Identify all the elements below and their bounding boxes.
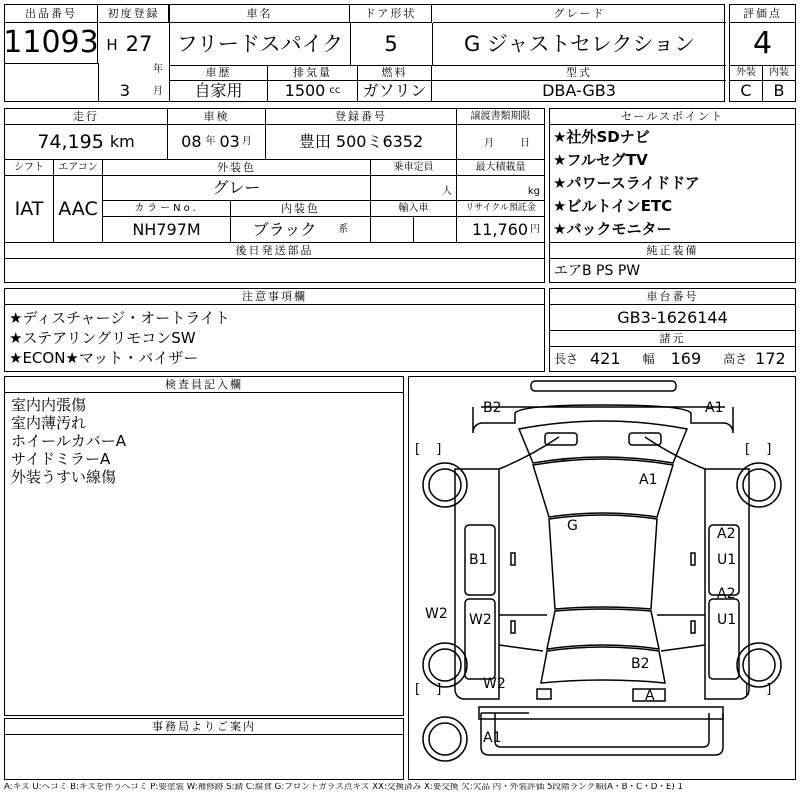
interior-label: 内装 bbox=[763, 65, 795, 81]
spec-row bbox=[550, 347, 795, 371]
info-section bbox=[4, 108, 545, 283]
model-name-label: 車名 bbox=[170, 5, 350, 23]
inspection-year-unit: 年 bbox=[205, 136, 216, 147]
equipment-label: 純正装備 bbox=[550, 243, 795, 259]
score-section bbox=[729, 4, 796, 102]
transfer-label: 譲渡書類期限 bbox=[457, 109, 544, 125]
displacement-value: 1500 bbox=[284, 81, 326, 100]
recycle-unit: 円 bbox=[530, 223, 540, 235]
int-color-cell bbox=[231, 217, 371, 242]
damage-legend: A:キズ U:ヘコミ B:キズを伴うヘコミ P:要塗装 W:補修跡 S:錆 C:腐食 G:フロントガラス点キズ XX:交換済み X:要交換 欠:欠品 内・外装評価 5段階ランク順(A・B・C・D・E) 1 bbox=[4, 783, 683, 792]
score-value: 4 bbox=[752, 26, 773, 61]
year-unit: 年 bbox=[153, 64, 163, 75]
shift-value: IAT bbox=[5, 176, 54, 242]
ext-color-value: グレー bbox=[103, 176, 371, 201]
interior-grade: B bbox=[773, 81, 785, 100]
inspector-section bbox=[4, 376, 404, 716]
damage-mark: W2 bbox=[425, 606, 448, 622]
damage-mark: B2 bbox=[631, 656, 650, 672]
capacity-label: 乗車定員 bbox=[371, 160, 457, 176]
month-unit: 月 bbox=[153, 86, 163, 97]
inspection-year: 08 bbox=[181, 132, 202, 151]
inspector-label: 検査員記入欄 bbox=[5, 377, 403, 393]
sales-point-item: ★社外SDナビ bbox=[553, 128, 650, 146]
history-value: 自家用 bbox=[170, 81, 268, 101]
bracket-mark: [ ] bbox=[415, 442, 448, 457]
car-outline-diagram bbox=[409, 377, 795, 779]
spec-label: 諸元 bbox=[550, 331, 795, 347]
exterior-label: 外装 bbox=[730, 65, 763, 81]
aircon-label: エアコン bbox=[54, 160, 103, 176]
damage-diagram bbox=[408, 376, 796, 780]
later-parts-value bbox=[5, 259, 544, 282]
length-value: 421 bbox=[590, 349, 621, 368]
ext-color-label: 外装色 bbox=[103, 160, 371, 176]
damage-mark: W2 bbox=[469, 612, 492, 628]
int-color-suffix: 系 bbox=[338, 223, 349, 235]
grade-value: G ジャストセレクション bbox=[463, 31, 696, 56]
inspection-month-unit: 月 bbox=[241, 136, 252, 147]
inspector-item: 室内内張傷 bbox=[11, 396, 87, 414]
inspector-item: 室内薄汚れ bbox=[11, 414, 87, 432]
plate-value: 豊田 500ミ6352 bbox=[266, 125, 457, 159]
lot-number-label: 出品番号 bbox=[5, 5, 98, 23]
int-color-label: 内装色 bbox=[231, 201, 371, 217]
import-label: 輸入車 bbox=[371, 201, 457, 217]
grade-label: グレード bbox=[433, 5, 726, 23]
inspection-cell bbox=[168, 125, 266, 159]
chassis-label: 車台番号 bbox=[550, 289, 795, 305]
inspector-item: 外装うすい線傷 bbox=[11, 468, 117, 486]
sales-points-section bbox=[549, 108, 796, 283]
score-label: 評価点 bbox=[730, 5, 795, 23]
height-label: 高さ bbox=[723, 352, 748, 366]
length-label: 長さ bbox=[554, 352, 579, 366]
mileage-value: 74,195 bbox=[37, 130, 104, 153]
reg-month: 3 bbox=[119, 81, 131, 100]
shift-label: シフト bbox=[5, 160, 54, 176]
header-section bbox=[4, 4, 725, 102]
equipment-value: エアB PS PW bbox=[554, 262, 641, 279]
bracket-mark: [ ] bbox=[745, 682, 778, 697]
sales-point-item: ★パワースライドドア bbox=[553, 174, 700, 192]
doors-value: 5 bbox=[384, 31, 398, 56]
damage-mark: U1 bbox=[717, 552, 737, 568]
damage-mark: G bbox=[567, 518, 578, 534]
note-item: ★ECON★マット・バイザー bbox=[9, 349, 199, 367]
damage-mark: A2 bbox=[717, 526, 736, 542]
chassis-value: GB3-1626144 bbox=[550, 305, 795, 331]
plate-label: 登録番号 bbox=[266, 109, 457, 125]
sales-point-item: ★フルセグTV bbox=[553, 151, 648, 169]
office-label: 事務局よりご案内 bbox=[5, 719, 403, 735]
displacement-label: 排気量 bbox=[268, 65, 358, 81]
damage-mark: A bbox=[645, 688, 655, 704]
damage-mark: U1 bbox=[717, 612, 737, 628]
damage-mark: B2 bbox=[483, 400, 502, 416]
era-letter: H bbox=[106, 35, 118, 54]
inspector-item: ホイールカバーA bbox=[11, 432, 126, 450]
damage-mark: A1 bbox=[483, 730, 502, 746]
lot-number: 11093 bbox=[5, 23, 98, 63]
recycle-cell bbox=[457, 217, 544, 242]
transfer-day-unit: 日 bbox=[520, 138, 530, 149]
width-label: 幅 bbox=[642, 352, 655, 366]
mileage-unit: km bbox=[109, 132, 135, 151]
transfer-month-unit: 月 bbox=[484, 138, 494, 149]
model-name: フリードスパイク bbox=[176, 31, 344, 56]
recycle-value: 11,760 bbox=[472, 219, 528, 239]
mileage-label: 走行 bbox=[5, 109, 168, 125]
damage-mark: B1 bbox=[469, 552, 488, 568]
fuel-value: ガソリン bbox=[358, 81, 432, 101]
recycle-label: リサイクル預託金 bbox=[457, 201, 544, 217]
reg-year: 27 bbox=[125, 31, 153, 56]
height-value: 172 bbox=[755, 349, 786, 368]
door-label: ドア形状 bbox=[350, 5, 432, 23]
capacity-unit: 人 bbox=[371, 176, 457, 201]
note-item: ★ステアリングリモコンSW bbox=[9, 329, 196, 347]
first-reg-label: 初度登録 bbox=[99, 5, 169, 23]
color-no-value: NH797M bbox=[103, 217, 231, 242]
mileage-cell bbox=[5, 125, 168, 159]
displacement-unit: cc bbox=[329, 85, 341, 96]
office-section bbox=[4, 718, 404, 780]
fuel-label: 燃料 bbox=[358, 65, 432, 81]
model-code-label: 型式 bbox=[432, 65, 726, 81]
chassis-section bbox=[549, 288, 796, 372]
sales-point-item: ★バックモニター bbox=[553, 220, 672, 238]
damage-mark: A1 bbox=[705, 400, 724, 416]
inspector-item: サイドミラーA bbox=[11, 450, 111, 468]
sales-points-label: セールスポイント bbox=[550, 109, 795, 125]
bracket-mark: [ ] bbox=[745, 442, 778, 457]
max-load-unit: kg bbox=[457, 176, 544, 201]
note-item: ★ディスチャージ・オートライト bbox=[9, 309, 230, 327]
inspection-month: 03 bbox=[219, 132, 240, 151]
displacement-cell bbox=[268, 81, 358, 101]
bracket-mark: [ ] bbox=[415, 682, 448, 697]
notes-section bbox=[4, 288, 545, 372]
sales-point-item: ★ビルトインETC bbox=[553, 197, 673, 215]
damage-mark: W2 bbox=[483, 676, 506, 692]
aircon-value: AAC bbox=[54, 176, 103, 242]
max-load-label: 最大積載量 bbox=[457, 160, 544, 176]
color-no-label: カラーNo. bbox=[103, 201, 231, 217]
import-value bbox=[371, 217, 457, 242]
inspection-label: 車検 bbox=[168, 109, 266, 125]
exterior-grade: C bbox=[730, 81, 763, 101]
history-label: 車歴 bbox=[170, 65, 268, 81]
model-code-value: DBA-GB3 bbox=[542, 81, 616, 100]
later-parts-label: 後日発送部品 bbox=[5, 243, 544, 259]
damage-mark: A2 bbox=[717, 586, 736, 602]
damage-mark: A1 bbox=[639, 472, 658, 488]
width-value: 169 bbox=[670, 349, 702, 368]
int-color-value: ブラック bbox=[252, 219, 317, 239]
notes-label: 注意事項欄 bbox=[5, 289, 544, 305]
